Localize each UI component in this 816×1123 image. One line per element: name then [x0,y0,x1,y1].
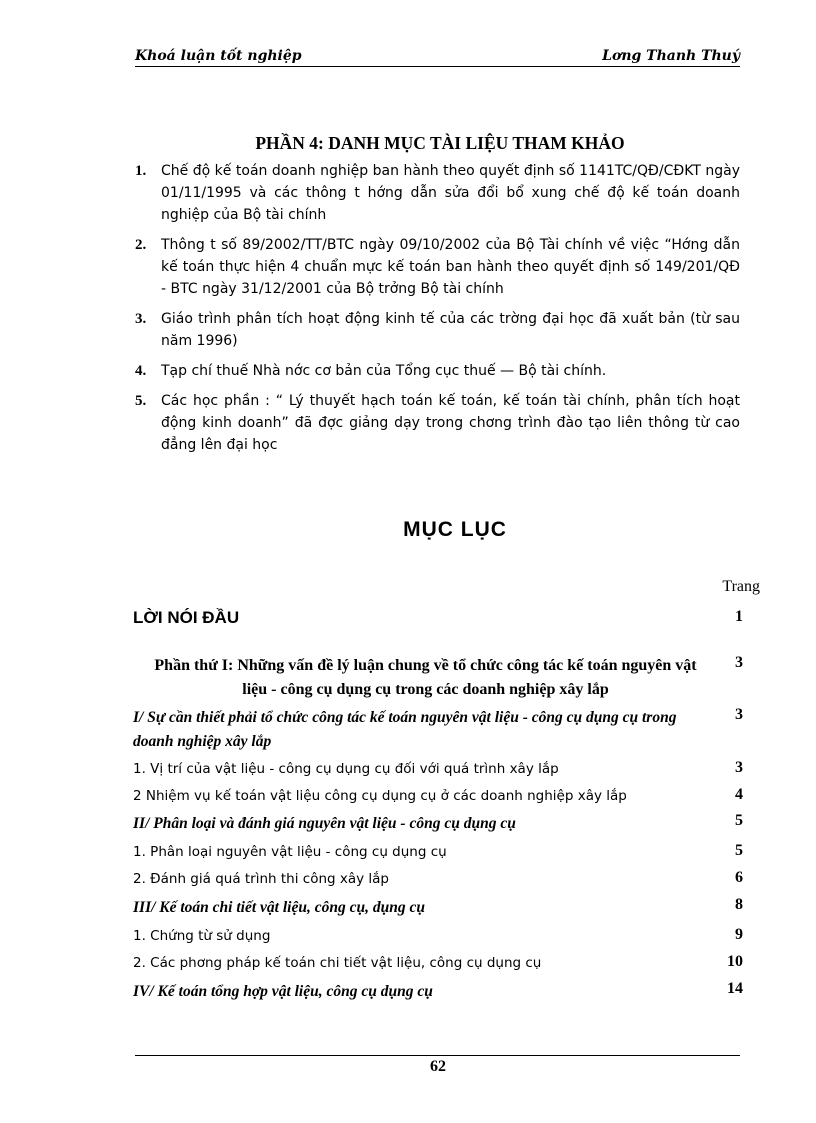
reference-number: 5. [135,393,147,409]
toc-entry-text: Phần thứ I: Những vấn đề lý luận chung về tổ chức công tác kế toán nguyên vật liệu - công cụ dụng cụ trong các doanh nghiệp xây lắp [154,657,697,698]
toc-entry-page: 6 [735,869,743,886]
toc-entry-page: 5 [735,842,743,859]
toc-entry-text: I/ Sự cần thiết phải tổ chức công tác kế toán nguyên vật liệu - công cụ dụng cụ trong doanh nghiệp xây lắp [133,709,677,750]
reference-item [135,234,740,300]
toc-entry-text: 1. Chứng từ sử dụng [133,928,271,944]
reference-text: Các học phần : “ Lý thuyết hạch toán kế toán, kế toán tài chính, phân tích hoạt động kinh doanh” đã đợc giảng dạy trong chơng trình đào tạo liên thông từ cao đẳng lên đại học [161,393,740,453]
page-number: 62 [430,1058,446,1075]
header-author-name: Lơng Thanh Thuý [602,48,740,64]
toc-entry-text: III/ Kế toán chi tiết vật liệu, công cụ, dụng cụ [133,899,425,916]
toc-entry-page: 1 [735,608,743,625]
reference-number: 3. [135,311,147,327]
references-title: PHẦN 4: DANH MỤC TÀI LIỆU THAM KHẢO [255,133,625,153]
toc-entry-page: 3 [735,706,743,723]
toc-entry-page: 4 [735,786,743,803]
running-header [135,46,740,66]
footer-divider [135,1055,740,1056]
reference-number: 4. [135,363,147,379]
toc-entry-page: 9 [735,926,743,943]
reference-number: 1. [135,163,147,179]
toc-entry-page: 3 [735,759,743,776]
header-divider [135,66,740,67]
reference-item [135,160,740,226]
reference-text: Giáo trình phân tích hoạt động kinh tế của các trờng đại học đã xuất bản (từ sau năm 1996) [161,311,740,349]
toc-entry-text: 1. Vị trí của vật liệu - công cụ dụng cụ đối với quá trình xây lắp [133,761,559,777]
toc-title: MỤC LỤC [403,518,507,541]
reference-text: Tạp chí thuế Nhà nớc cơ bản của Tổng cục thuế — Bộ tài chính. [161,363,607,379]
toc-page-column-header: Trang [722,578,760,595]
reference-item [135,390,740,456]
reference-item [135,360,740,382]
toc-entry-text: 1. Phân loại nguyên vật liệu - công cụ dụng cụ [133,844,447,860]
references-list [135,160,740,464]
toc-entry-page: 8 [735,896,743,913]
toc-entry-page: 3 [735,654,743,671]
toc-entry-text: IV/ Kế toán tổng hợp vật liệu, công cụ dụng cụ [133,983,433,1000]
toc-entry-text: 2. Các phơng pháp kế toán chi tiết vật liệu, công cụ dụng cụ [133,955,542,971]
toc-entry-text: 2 Nhiệm vụ kế toán vật liệu công cụ dụng cụ ở các doanh nghiệp xây lắp [133,788,627,804]
toc-entry-page: 14 [727,980,743,997]
reference-text: Chế độ kế toán doanh nghiệp ban hành theo quyết định số 1141TC/QĐ/CĐKT ngày 01/11/1995 và các thông t hớng dẫn sửa đổi bổ xung chế độ kế toán doanh nghiệp của Bộ tài chính [161,163,740,223]
reference-number: 2. [135,237,147,253]
toc-entry-page: 5 [735,812,743,829]
reference-item [135,308,740,352]
toc-entry-text: 2. Đánh giá quá trình thi công xây lắp [133,871,390,887]
toc-entry-page: 10 [727,953,743,970]
toc-entry-text: II/ Phân loại và đánh giá nguyên vật liệu - công cụ dụng cụ [133,815,516,832]
toc-entry-text: LỜI NÓI ĐẦU [133,608,240,627]
header-thesis-label: Khoá luận tốt nghiệp [135,48,302,64]
reference-text: Thông t số 89/2002/TT/BTC ngày 09/10/2002 của Bộ Tài chính về việc “Hớng dẫn kế toán thực hiện 4 chuẩn mực kế toán ban hành theo quyết định số 149/201/QĐ - BTC ngày 31/12/2001 của Bộ trởng Bộ tài chính [161,237,740,297]
